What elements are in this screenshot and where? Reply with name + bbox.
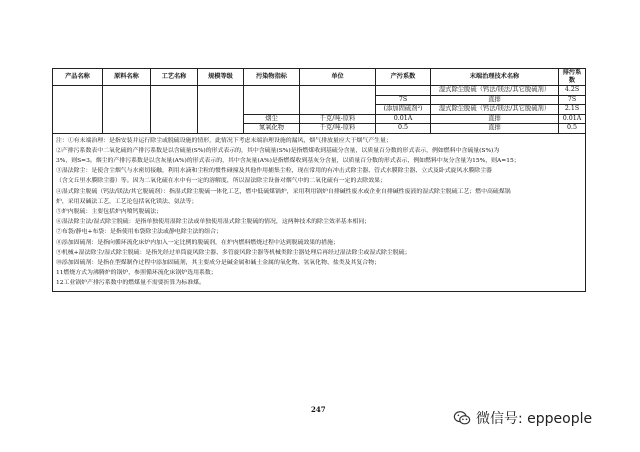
coefficient-table bbox=[52, 68, 586, 292]
cell-product bbox=[53, 86, 103, 134]
cell-emission-coef: 0.5 bbox=[559, 124, 586, 134]
cell-treatment-tech: 湿式除尘脱硫（钙法/镁法/其它脱硫剂） bbox=[431, 105, 559, 115]
note-line: ⑨机械+湿法除尘/湿式除尘脱硫：是指先经过单筒旋风除尘器、多管旋风除尘器等机械类除尘器处理后再经过湿法除尘或湿式除尘脱硫； bbox=[56, 249, 411, 256]
note-line: ⑧添加固硫剂：是指向循环流化床炉内加入一定比例的脱硫剂，在炉内燃料燃烧过程中达到脱硫效果的措施； bbox=[56, 239, 339, 246]
cell-production-coef: 0.01A bbox=[376, 114, 431, 124]
page-number: 247 bbox=[311, 405, 326, 414]
cell-scale bbox=[198, 86, 244, 134]
cell-raw-material bbox=[103, 86, 151, 134]
note-line: ⑩添加固硫剂：是指在型煤制作过程中添加固硫剂，其主要成分是碱金属和碱土金属的氧化物、氢氧化物、盐类及其复合物； bbox=[56, 259, 380, 266]
cell-pollutant-so2 bbox=[244, 86, 300, 115]
cell-treatment-tech: 直排 bbox=[431, 95, 559, 105]
note-line: 炉，采用双碱法工艺，工艺论包括氧化镁法、氨法等； bbox=[56, 198, 198, 205]
header-process: 工艺名称 bbox=[151, 69, 198, 86]
note-line: ②产排污系数表中二氧化硫的产排污系数是以含硫量(S%)的形式表示的，其中含硫量(S%)是指燃煤收到基硫分含量，以质量百分数的形式表示，例如燃料中含硫量(S%)为 bbox=[56, 147, 500, 154]
header-scale: 规模等级 bbox=[198, 69, 244, 86]
table-header-row bbox=[53, 69, 586, 86]
header-production-coef: 产污系数 bbox=[376, 69, 431, 86]
note-line: （含文丘里水膜除尘器）等。因为二氧化硫在水中有一定的溶解度，所以湿法除尘设备对烟气中的二氧化硫有一定的去除效果； bbox=[56, 178, 386, 185]
cell-emission-coef: 7S bbox=[559, 95, 586, 105]
cell-production-coef: (添加固硫剂²) bbox=[376, 105, 431, 115]
notes-cell bbox=[53, 133, 586, 291]
wechat-icon bbox=[453, 409, 471, 427]
cell-production-coef: 0.5 bbox=[376, 124, 431, 134]
note-line: 11燃烧方式为沸腾炉的锅炉，参照循环流化床锅炉选用系数； bbox=[56, 270, 217, 277]
note-line: ④湿式除尘脱硫（钙法/镁法/其它脱硫剂）：指湿式除尘脱硫一体化工艺，燃中低硫煤锅炉，采用利用锅炉自排碱性废水或企业自排碱性废液的湿式除尘脱硫工艺；燃中高硫煤锅 bbox=[56, 188, 511, 195]
note-line: 3%，则S=3。烟尘的产排污系数是以含灰量(A%)的形式表示的，其中含灰量(A%)是指燃煤收到基灰分含量，以质量百分数的形式表示，例如燃料中灰分含量为15%，则A=15； bbox=[56, 157, 520, 164]
cell-unit-so2 bbox=[300, 86, 376, 115]
watermark-text: 微信号: eppeople bbox=[476, 411, 593, 427]
wechat-watermark bbox=[453, 408, 592, 428]
cell-process bbox=[151, 86, 198, 134]
cell-pollutant: 氮氧化物 bbox=[244, 124, 300, 134]
cell-emission-coef: 0.01A bbox=[559, 114, 586, 124]
header-product: 产品名称 bbox=[53, 69, 103, 86]
header-treatment-tech: 末端治理技术名称 bbox=[431, 69, 559, 86]
cell-production-coef bbox=[376, 86, 431, 96]
cell-emission-coef: 4.2S bbox=[559, 86, 586, 96]
table-row bbox=[53, 86, 586, 96]
cell-unit: 千克/吨-原料 bbox=[300, 124, 376, 134]
header-unit: 单位 bbox=[300, 69, 376, 86]
notes-row bbox=[53, 133, 586, 291]
note-line: ⑦布袋/静电+布袋：是指使用布袋除尘法或静电除尘法的组合； bbox=[56, 229, 222, 236]
header-pollutant: 污染物指标 bbox=[244, 69, 300, 86]
cell-pollutant: 烟尘 bbox=[244, 114, 300, 124]
cell-production-coef: 7S bbox=[376, 95, 431, 105]
note-line: 12工业锅炉产排污系数中的燃煤量不需要折算为标准煤。 bbox=[56, 280, 205, 287]
note-line: ⑤炉内脱硫：主要包括炉内喷钙脱硫法； bbox=[56, 208, 163, 215]
cell-treatment-tech: 直排 bbox=[431, 114, 559, 124]
cell-emission-coef: 2.1S bbox=[559, 105, 586, 115]
cell-treatment-tech: 直排 bbox=[431, 124, 559, 134]
coefficient-table-sheet bbox=[52, 68, 585, 292]
cell-unit: 千克/吨-原料 bbox=[300, 114, 376, 124]
cell-treatment-tech: 湿式除尘脱硫（钙法/镁法/其它脱硫剂） bbox=[431, 86, 559, 96]
note-line: ⑥湿法除尘法/湿式除尘脱硫：是指单独使用湿除尘法或单独使用湿式除尘脱硫的情况，这两种技术的除尘效率基本相同； bbox=[56, 219, 371, 226]
header-emission-coef: 排污系数 bbox=[559, 69, 586, 86]
note-line: ③湿法除尘：是使含尘烟气与水密切接触，利用水滴和尘粒的惯性碰撞及其他作用捕集尘粒，现在常用的有冲击式除尘器、管式水膜除尘器、立式及卧式旋风水膜除尘器 bbox=[56, 168, 492, 175]
note-line: 注：①有末端治理：是指安装并运行除尘或脱硫设施的情形，此情况下考虑末端治理设施的漏风，烟气排放量应大于烟气产生量； bbox=[56, 137, 392, 144]
header-raw-material: 原料名称 bbox=[103, 69, 151, 86]
